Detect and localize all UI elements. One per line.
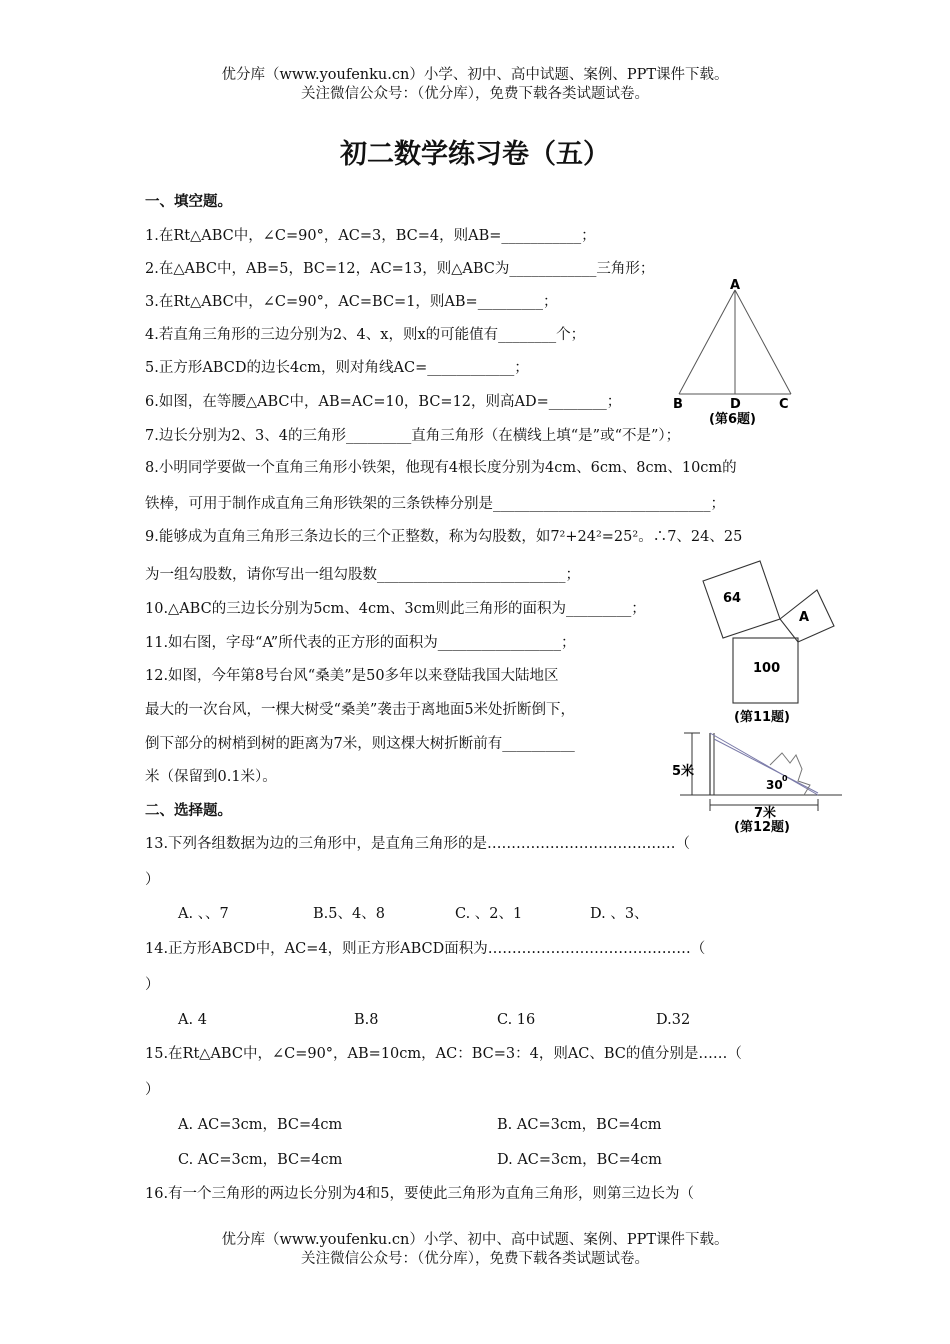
label-angle: 30 (766, 778, 783, 792)
question-8-line-1: 8.小明同学要做一个直角三角形小铁架，他现有4根长度分别为4cm、6cm、8cm、10cm的 (145, 460, 737, 476)
question-8-line-2: 铁棒，可用于制作成直角三角形铁架的三条铁棒分别是______________________________； (145, 496, 725, 512)
q14-option-c: C. 16 (497, 1012, 536, 1028)
question-2: 2.在△ABC中，AB=5，BC=12，AC=13，则△ABC为____________三角形； (145, 261, 655, 277)
label-d: D (730, 397, 741, 412)
section-fill-in: 一、填空题。 (145, 194, 232, 210)
q15-option-d: D. AC=3cm，BC=4cm (497, 1152, 662, 1168)
question-14-close: ） (145, 977, 160, 993)
question-12-line-4: 米（保留到0.1米）。 (145, 769, 277, 785)
label-100: 100 (753, 661, 781, 676)
page-title: 初二数学练习卷（五） (340, 139, 610, 170)
question-11: 11.如右图，字母“A”所代表的正方形的面积为_________________； (145, 635, 576, 651)
label-a-square: A (799, 610, 810, 625)
label-c: C (779, 397, 789, 412)
figure-6-triangle (665, 276, 805, 428)
question-16: 16.有一个三角形的两边长分别为4和5，要使此三角形为直角三角形，则第三边长为（ (145, 1186, 695, 1202)
page-header (0, 66, 950, 104)
q13-option-d: D. 、3、 (590, 906, 649, 922)
q15-option-a: A. AC=3cm，BC=4cm (178, 1117, 343, 1133)
fallen-trunk (710, 733, 818, 795)
question-13-close: ） (145, 872, 160, 888)
q13-option-a: A. 、、7 (178, 906, 229, 922)
figure-6-caption: (第6题) (709, 412, 756, 427)
question-13: 13.下列各组数据为边的三角形中，是直角三角形的是…………………………………（ (145, 836, 691, 852)
question-14: 14.正方形ABCD中，AC=4，则正方形ABCD面积为……………………………………（ (145, 941, 706, 957)
question-6: 6.如图，在等腰△ABC中，AB=AC=10，BC=12，则高AD=________； (145, 394, 622, 410)
side-ab (679, 290, 735, 394)
label-degree: 0 (782, 774, 788, 783)
question-3: 3.在Rt△ABC中，∠C=90°，AC=BC=1，则AB=_________； (145, 294, 558, 310)
q14-option-b: B.8 (354, 1012, 379, 1028)
square-64 (703, 561, 780, 638)
figure-11-squares (690, 555, 845, 727)
q13-option-c: C. 、2、1 (455, 906, 523, 922)
question-7: 7.边长分别为2、3、4的三角形_________直角三角形（在横线上填“是”或“不是”）； (145, 428, 681, 444)
footer-line-2: 关注微信公众号：（优分库），免费下载各类试题试卷。 (301, 1251, 649, 1267)
label-a: A (730, 278, 741, 293)
figure-12-tree (670, 725, 850, 840)
section-multiple-choice: 二、选择题。 (145, 803, 232, 819)
question-15: 15.在Rt△ABC中，∠C=90°，AB=10cm，AC：BC=3：4，则AC、BC的值分别是……（ (145, 1046, 742, 1062)
question-5: 5.正方形ABCD的边长4cm，则对角线AC=____________； (145, 360, 529, 376)
header-line-1: 优分库（www.youfenku.cn）小学、初中、高中试题、案例、PPT课件下载。 (221, 67, 729, 83)
question-4: 4.若直角三角形的三边分别为2、4、x，则x的可能值有________个； (145, 327, 586, 343)
footer-line-1: 优分库（www.youfenku.cn）小学、初中、高中试题、案例、PPT课件下载。 (221, 1232, 729, 1248)
question-12-line-1: 12.如图，今年第8号台风“桑美”是50多年以来登陆我国大陆地区 (145, 668, 559, 684)
q13-option-b: B.5、4、8 (313, 906, 385, 922)
q15-option-b: B. AC=3cm，BC=4cm (497, 1117, 662, 1133)
question-15-close: ） (145, 1082, 160, 1098)
q14-option-a: A. 4 (178, 1012, 207, 1028)
q14-option-d: D.32 (656, 1012, 691, 1028)
figure-11-caption: (第11题) (734, 710, 790, 725)
label-height: 5米 (672, 764, 695, 779)
question-12-line-2: 最大的一次台风，一棵大树受“桑美”袭击于离地面5米处折断倒下， (145, 702, 576, 718)
question-9-line-1: 9.能够成为直角三角形三条边长的三个正整数，称为勾股数，如7²+24²=25²。∴7、24、25 (145, 529, 743, 545)
label-b: B (673, 397, 683, 412)
figure-12-caption: (第12题) (734, 820, 790, 835)
page-footer (0, 1231, 950, 1269)
side-ac (735, 290, 791, 394)
question-12-line-3: 倒下部分的树梢到树的距离为7米，则这棵大树折断前有__________ (145, 736, 575, 752)
label-base: 7米 (754, 806, 777, 821)
question-10: 10.△ABC的三边长分别为5cm、4cm、3cm则此三角形的面积为_________； (145, 601, 646, 617)
label-64: 64 (723, 591, 742, 606)
question-1: 1.在Rt△ABC中，∠C=90°，AC=3，BC=4，则AB=___________； (145, 228, 596, 244)
question-9-line-2: 为一组勾股数，请你写出一组勾股数__________________________； (145, 567, 580, 583)
q15-option-c: C. AC=3cm，BC=4cm (178, 1152, 343, 1168)
header-line-2: 关注微信公众号：（优分库），免费下载各类试题试卷。 (301, 86, 649, 102)
